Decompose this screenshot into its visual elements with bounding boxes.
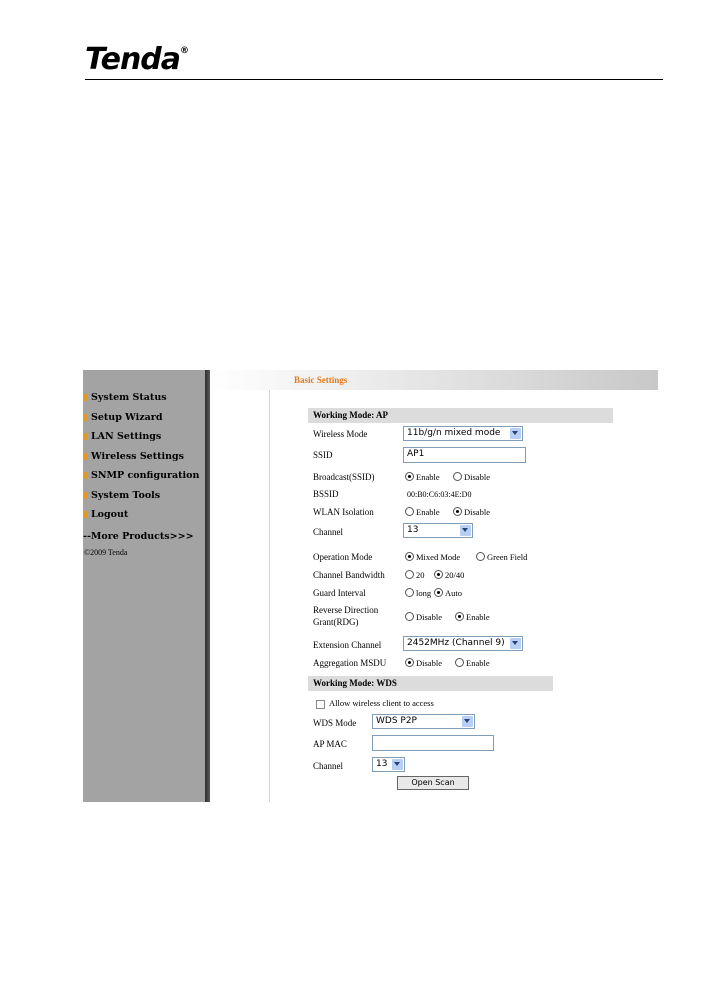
chevron-down-icon bbox=[392, 759, 403, 770]
operation-mode-label: Operation Mode bbox=[313, 552, 373, 562]
title-bar bbox=[210, 370, 658, 390]
bullet-icon bbox=[84, 511, 88, 518]
channel-label: Channel bbox=[313, 527, 343, 537]
rdg-disable-radio[interactable]: Disable bbox=[405, 612, 442, 622]
page-title: Basic Settings bbox=[294, 375, 348, 385]
bandwidth-20-radio[interactable]: 20 bbox=[405, 570, 425, 580]
header-rule bbox=[85, 79, 663, 80]
bullet-icon bbox=[84, 394, 88, 401]
allow-client-checkbox[interactable] bbox=[316, 700, 325, 709]
bullet-icon bbox=[84, 433, 88, 440]
radio-icon bbox=[453, 472, 462, 481]
aggregation-msdu-label: Aggregation MSDU bbox=[313, 658, 387, 668]
sidebar-shadow bbox=[205, 370, 210, 802]
rdg-enable-radio[interactable]: Enable bbox=[455, 612, 490, 622]
sidebar-item-logout[interactable]: Logout bbox=[83, 505, 205, 525]
wlan-isolation-disable-radio[interactable]: Disable bbox=[453, 507, 490, 517]
guard-long-radio[interactable]: long bbox=[405, 588, 431, 598]
broadcast-disable-radio[interactable]: Disable bbox=[453, 472, 490, 482]
wlan-isolation-label: WLAN Isolation bbox=[313, 507, 374, 517]
sidebar-item-wireless-settings[interactable]: Wireless Settings bbox=[83, 447, 205, 467]
radio-icon bbox=[405, 588, 414, 597]
bssid-value: 00:B0:C6:03:4E:D0 bbox=[407, 490, 472, 499]
radio-selected-icon bbox=[434, 588, 443, 597]
copyright-text: ©2009 Tenda bbox=[84, 548, 128, 557]
ap-mac-label: AP MAC bbox=[313, 739, 347, 749]
radio-selected-icon bbox=[405, 658, 414, 667]
chevron-down-icon bbox=[510, 638, 521, 649]
bullet-icon bbox=[84, 453, 88, 460]
wireless-mode-label: Wireless Mode bbox=[313, 429, 368, 439]
operation-green-field-radio[interactable]: Green Field bbox=[476, 552, 527, 562]
radio-selected-icon bbox=[455, 612, 464, 621]
extension-channel-select[interactable]: 2452MHz (Channel 9) bbox=[403, 636, 523, 651]
wds-mode-label: WDS Mode bbox=[313, 718, 357, 728]
open-scan-button[interactable]: Open Scan bbox=[397, 776, 469, 790]
extension-channel-label: Extension Channel bbox=[313, 640, 382, 650]
ssid-label: SSID bbox=[313, 450, 333, 460]
sidebar-item-lan-settings[interactable]: LAN Settings bbox=[83, 427, 205, 447]
channel-bandwidth-label: Channel Bandwidth bbox=[313, 570, 385, 580]
sidebar-item-setup-wizard[interactable]: Setup Wizard bbox=[83, 408, 205, 428]
guard-auto-radio[interactable]: Auto bbox=[434, 588, 462, 598]
wlan-isolation-enable-radio[interactable]: Enable bbox=[405, 507, 440, 517]
chevron-down-icon bbox=[462, 716, 473, 727]
bandwidth-20-40-radio[interactable]: 20/40 bbox=[434, 570, 464, 580]
operation-mixed-mode-radio[interactable]: Mixed Mode bbox=[405, 552, 460, 562]
radio-icon bbox=[405, 507, 414, 516]
radio-selected-icon bbox=[405, 552, 414, 561]
wds-channel-label: Channel bbox=[313, 761, 343, 771]
sidebar-item-system-status[interactable]: System Status bbox=[83, 388, 205, 408]
radio-icon bbox=[405, 570, 414, 579]
radio-icon bbox=[455, 658, 464, 667]
tenda-logo: Tenda® bbox=[85, 42, 189, 77]
bssid-label: BSSID bbox=[313, 489, 339, 499]
rdg-label-line2: Grant(RDG) bbox=[313, 617, 359, 627]
guard-interval-label: Guard Interval bbox=[313, 588, 366, 598]
sidebar-item-system-tools[interactable]: System Tools bbox=[83, 486, 205, 506]
allow-client-label: Allow wireless client to access bbox=[329, 698, 434, 708]
ap-mac-input[interactable] bbox=[372, 735, 494, 751]
broadcast-enable-radio[interactable]: Enable bbox=[405, 472, 440, 482]
wds-section-heading: Working Mode: WDS bbox=[308, 676, 553, 691]
channel-select[interactable]: 13 bbox=[403, 523, 473, 538]
more-products-link[interactable]: --More Products>>> bbox=[83, 531, 194, 542]
chevron-down-icon bbox=[460, 525, 471, 536]
bullet-icon bbox=[84, 472, 88, 479]
ssid-input[interactable]: AP1 bbox=[403, 447, 526, 463]
ap-section-heading: Working Mode: AP bbox=[308, 408, 613, 423]
router-admin-screenshot bbox=[83, 370, 658, 802]
sidebar-nav bbox=[83, 388, 205, 525]
radio-icon bbox=[476, 552, 485, 561]
content-divider bbox=[269, 390, 270, 802]
wireless-mode-select[interactable]: 11b/g/n mixed mode bbox=[403, 426, 523, 441]
rdg-label-line1: Reverse Direction bbox=[313, 605, 379, 615]
wds-mode-select[interactable]: WDS P2P bbox=[372, 714, 475, 729]
radio-selected-icon bbox=[405, 472, 414, 481]
sidebar-item-snmp-configuration[interactable]: SNMP configuration bbox=[83, 466, 205, 486]
chevron-down-icon bbox=[510, 428, 521, 439]
bullet-icon bbox=[84, 492, 88, 499]
msdu-disable-radio[interactable]: Disable bbox=[405, 658, 442, 668]
radio-selected-icon bbox=[434, 570, 443, 579]
msdu-enable-radio[interactable]: Enable bbox=[455, 658, 490, 668]
radio-icon bbox=[405, 612, 414, 621]
wds-channel-select[interactable]: 13 bbox=[372, 757, 405, 772]
radio-selected-icon bbox=[453, 507, 462, 516]
bullet-icon bbox=[84, 414, 88, 421]
broadcast-ssid-label: Broadcast(SSID) bbox=[313, 472, 375, 482]
